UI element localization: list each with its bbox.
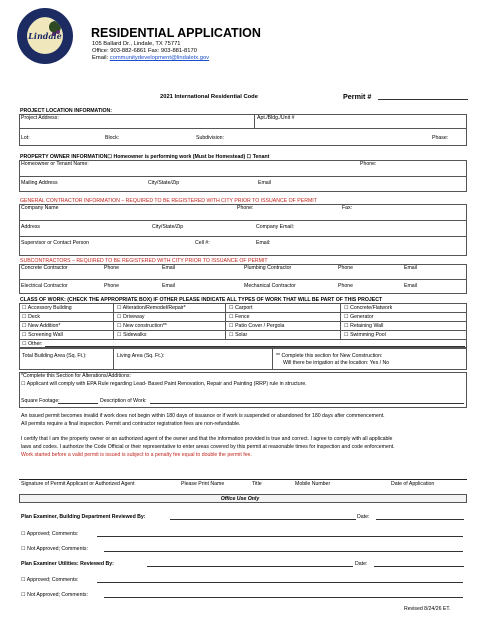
gc-company-email-field[interactable]: Company Email:: [256, 224, 295, 230]
certification-line: I certify that I am the property owner or an authorized agent of the owner and that the information provided is true and correct. I agree to comply with all applicable: [21, 436, 393, 442]
building-approved-comments[interactable]: [97, 536, 463, 537]
email-label: Email:: [92, 55, 109, 61]
total-area-field[interactable]: Total Building Area (Sq. Ft.):: [22, 353, 87, 359]
gc-supervisor-field[interactable]: Supervisor or Contact Person: [21, 240, 90, 246]
electrical-contractor-field[interactable]: Electrical Contractor: [21, 283, 68, 289]
building-reviewer-field[interactable]: [170, 519, 356, 520]
checkbox-generator[interactable]: ☐ Generator: [344, 314, 374, 320]
living-area-field[interactable]: Living Area (Sq. Ft.):: [117, 353, 165, 359]
divider: [113, 303, 114, 339]
divider: [254, 114, 255, 128]
divider: [19, 220, 467, 221]
utilities-date-field[interactable]: [374, 566, 464, 567]
mechanical-phone-field[interactable]: Phone: [338, 283, 354, 289]
gc-phone-field[interactable]: Phone:: [237, 205, 254, 211]
owner-heading: PROPERTY OWNER INFORMATION☐ Homeowner is performing work (Must be Homestead) ☐ Tenant: [20, 154, 270, 160]
checkbox-epa-rrp[interactable]: ☐ Applicant will comply with EPA Rule regarding Lead- Based Paint Renovation, Repair and Painting (RRP) rule in structure.: [21, 381, 307, 387]
owner-city-field[interactable]: City/State/Zip: [148, 180, 180, 186]
checkbox-patio-cover[interactable]: ☐ Patio Cover / Pergola: [229, 323, 285, 329]
owner-mailing-field[interactable]: Mailing Address: [21, 180, 58, 186]
lot-field[interactable]: Lot:: [21, 135, 30, 141]
phase-field[interactable]: Phase:: [432, 135, 449, 141]
building-not-approved-comments[interactable]: [104, 551, 463, 552]
office-phone-fax: Office: 903-882-6861 Fax: 903-881-8170: [92, 48, 197, 54]
plumbing-contractor-field[interactable]: Plumbing Contractor: [244, 265, 292, 271]
area-box: [19, 348, 467, 370]
gc-city-field[interactable]: City/State/Zip: [152, 224, 184, 230]
terms-line: An issued permit becomes invalid if work does not begin within 180 days of issuance or if work is suspended or abandoned for 180 days after commencement.: [21, 413, 385, 419]
checkbox-swimming-pool[interactable]: ☐ Swimming Pool: [344, 332, 386, 338]
gc-address-field[interactable]: Address: [21, 224, 41, 230]
signature-label: Signature of Permit Applicant or Authorized Agent: [21, 481, 135, 487]
signature-line[interactable]: [19, 479, 467, 480]
application-date-label: Date of Application: [391, 481, 435, 487]
divider: [225, 303, 226, 339]
checkbox-deck[interactable]: ☐ Deck: [22, 314, 40, 320]
description-field[interactable]: [150, 403, 464, 404]
utilities-reviewer-label: Plan Examiner Utilities: Reviewed By:: [21, 561, 114, 567]
block-field[interactable]: Block:: [105, 135, 120, 141]
checkbox-screening-wall[interactable]: ☐ Screening Wall: [22, 332, 63, 338]
print-name-label: Please Print Name: [181, 481, 225, 487]
electrical-email-field[interactable]: Email: [162, 283, 175, 289]
mechanical-email-field[interactable]: Email: [404, 283, 417, 289]
divider: [19, 128, 467, 129]
divider: [113, 348, 114, 370]
owner-email-field[interactable]: Email: [258, 180, 271, 186]
certification-line: laws and codes. I authorize the Code Official or their representative to enter areas covered by this permit at reasonable times for inspection and code enforcement.: [21, 444, 395, 450]
permit-number-field[interactable]: [378, 99, 468, 100]
utilities-approved-comments[interactable]: [97, 582, 463, 583]
building-approved-checkbox[interactable]: ☐ Approved; Comments:: [21, 531, 79, 537]
owner-phone-field[interactable]: Phone:: [360, 161, 377, 167]
utilities-not-approved-checkbox[interactable]: ☐ Not Approved; Comments:: [21, 592, 88, 598]
penalty-warning: Work started before a valid permit is issued is subject to a penalty fee equal to double the permit fee.: [21, 452, 252, 458]
divider: [19, 330, 467, 331]
gc-company-field[interactable]: Company Name: [21, 205, 59, 211]
utilities-reviewer-field[interactable]: [147, 566, 353, 567]
concrete-contractor-field[interactable]: Concrete Contractor: [21, 265, 68, 271]
subdivision-field[interactable]: Subdivision:: [196, 135, 224, 141]
gc-cell-field[interactable]: Cell #:: [195, 240, 210, 246]
gc-box: [19, 204, 467, 256]
new-construction-note: ** Complete this section for New Construction:: [276, 353, 383, 359]
checkbox-new-addition[interactable]: ☐ New Addition*: [22, 323, 61, 329]
divider: [19, 312, 467, 313]
mobile-number-label: Mobile Number: [295, 481, 331, 487]
mechanical-contractor-field[interactable]: Mechanical Contractor: [244, 283, 296, 289]
utilities-date-label: Date:: [355, 561, 368, 567]
checkbox-other[interactable]: ☐ Other:: [22, 341, 43, 347]
checkbox-sidewalks[interactable]: ☐ Sidewalks: [117, 332, 147, 338]
plumbing-email-field[interactable]: Email: [404, 265, 417, 271]
concrete-phone-field[interactable]: Phone: [104, 265, 120, 271]
building-not-approved-checkbox[interactable]: ☐ Not Approved; Comments:: [21, 546, 88, 552]
title-label: Title: [252, 481, 262, 487]
office-heading: Office Use Only: [220, 496, 260, 502]
checkbox-concrete-flatwork[interactable]: ☐ Concrete/Flatwork: [344, 305, 393, 311]
office-address: 105 Ballard Dr., Lindale, TX 75771: [92, 41, 181, 47]
checkbox-new-construction[interactable]: ☐ New construction**: [117, 323, 167, 329]
divider: [19, 279, 467, 280]
utilities-approved-checkbox[interactable]: ☐ Approved; Comments:: [21, 577, 79, 583]
owner-name-field[interactable]: Homeowner or Tenant Name:: [21, 161, 89, 167]
concrete-email-field[interactable]: Email: [162, 265, 175, 271]
gc-heading: GENERAL CONTRACTOR INFORMATION – REQUIRED TO BE REGISTERED WITH CITY PRIOR TO ISSUANCE OF PERMIT: [20, 198, 317, 204]
description-label: Description of Work:: [100, 398, 147, 404]
checkbox-carport[interactable]: ☐ Carport: [229, 305, 253, 311]
checkbox-solar[interactable]: ☐ Solar: [229, 332, 248, 338]
checkbox-fence[interactable]: ☐ Fence: [229, 314, 250, 320]
electrical-phone-field[interactable]: Phone: [104, 283, 120, 289]
square-footage-label: Square Footage:: [21, 398, 60, 404]
checkbox-alteration[interactable]: ☐ Alteration/Remodel/Repair*: [117, 305, 186, 311]
gc-fax-field[interactable]: Fax:: [342, 205, 353, 211]
subs-heading: SUBCONTRACTORS – REQUIRED TO BE REGISTERED WITH CITY PRIOR TO ISSUANCE OF PERMIT: [20, 258, 268, 264]
project-address-field[interactable]: Project Address:: [21, 115, 59, 121]
work-heading: CLASS OF WORK: (CHECK THE APPROPRIATE BOX) IF OTHER PLEASE INDICATE ALL TYPES OF WORK THAT WILL BE PART OF THIS PROJECT: [20, 297, 383, 303]
checkbox-driveway[interactable]: ☐ Driveway: [117, 314, 145, 320]
checkbox-accessory-building[interactable]: ☐ Accessory Building: [22, 305, 72, 311]
code-edition: 2021 International Residential Code: [160, 94, 258, 100]
email-link[interactable]: communitydevelopment@lindaletx.gov: [109, 55, 210, 61]
page-title: RESIDENTIAL APPLICATION: [91, 26, 261, 40]
divider: [19, 339, 467, 340]
divider: [19, 236, 467, 237]
permit-number-label: Permit #: [343, 92, 372, 101]
divider: [272, 348, 273, 370]
square-footage-field[interactable]: [58, 403, 98, 404]
divider: [19, 176, 467, 177]
divider: [340, 303, 341, 339]
seal-center: [27, 18, 63, 54]
gc-email-field[interactable]: Email:: [256, 240, 271, 246]
divider: [19, 321, 467, 322]
utilities-not-approved-comments[interactable]: [104, 597, 463, 598]
alterations-note: *Complete this Section for Alterations/Additions:: [21, 373, 131, 379]
building-reviewer-label: Plan Examiner, Building Department Reviewed By:: [21, 514, 146, 520]
location-heading: PROJECT LOCATION INFORMATION:: [20, 108, 113, 114]
checkbox-retaining-wall[interactable]: ☐ Retaining Wall: [344, 323, 384, 329]
other-work-field[interactable]: [45, 346, 465, 347]
logo-wordmark: Lindale: [28, 31, 62, 41]
apt-unit-field[interactable]: Apt./Bldg./Unit #: [257, 115, 295, 121]
irrigation-question[interactable]: Will there be irrigation at the location: Yes / No: [283, 360, 390, 366]
terms-line: All permits require a final inspection. Permit and contractor registration fees are non-refundable.: [21, 421, 241, 427]
revision-note: Revised 8/24/26 ET.: [404, 606, 451, 612]
office-email-row: [92, 55, 209, 62]
building-date-label: Date:: [357, 514, 370, 520]
plumbing-phone-field[interactable]: Phone: [338, 265, 354, 271]
building-date-field[interactable]: [376, 519, 464, 520]
location-box: [19, 114, 467, 146]
city-seal-logo: [17, 8, 73, 64]
